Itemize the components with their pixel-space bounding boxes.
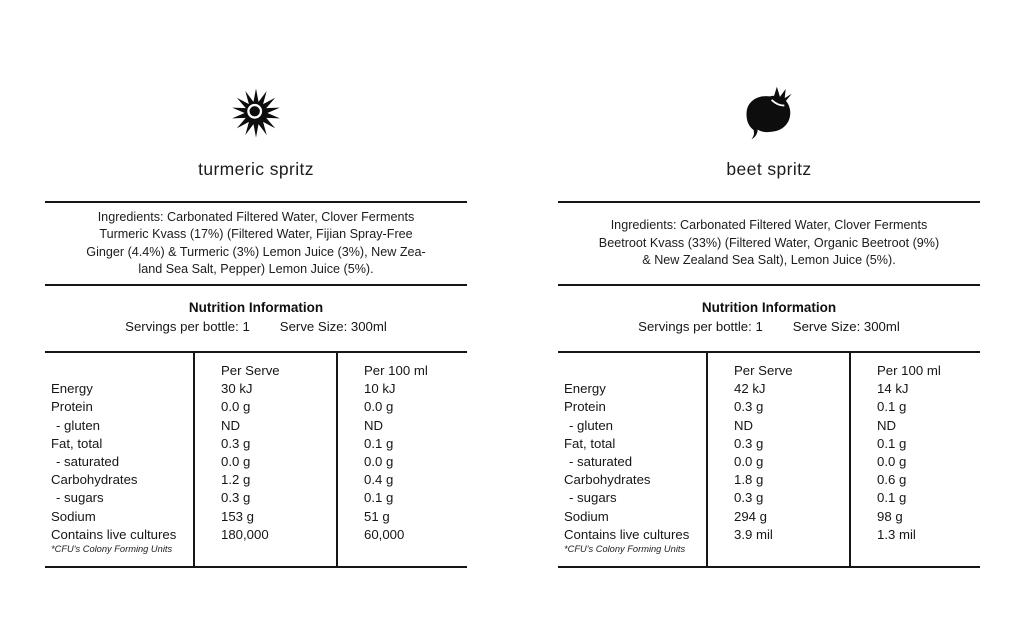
per-100ml-value: 0.1 g (364, 490, 394, 506)
per-100ml-value: ND (877, 417, 897, 433)
per-100ml-value: 98 g (877, 508, 903, 524)
nutrition-table (45, 351, 467, 568)
nutrient-row-label: - sugars (569, 490, 617, 506)
nutrient-row-label: Energy (51, 381, 93, 397)
per-serve-column-header: Per Serve (734, 363, 793, 378)
nutrient-row-label: - saturated (569, 453, 633, 469)
per-100ml-value: 0.1 g (877, 490, 907, 506)
per-serve-value: 0.3 g (734, 490, 764, 506)
nutrient-row-label: - saturated (56, 453, 120, 469)
per-100ml-column (336, 353, 467, 566)
per-100ml-value: 0.1 g (364, 435, 394, 451)
per-100ml-value: 14 kJ (877, 381, 909, 397)
per-100ml-value: 0.0 g (364, 453, 394, 469)
ingredients-text: Ingredients: Carbonated Filtered Water, Clover Ferments Beetroot Kvass (33%) (Filtered Water, Organic Beetroot (9%) & New Zealand Sea Salt), Lemon Juice (5%). (598, 218, 940, 268)
beet-icon (741, 85, 797, 141)
per-100ml-column-header: Per 100 ml (877, 363, 941, 378)
nutrient-name-column (558, 353, 706, 566)
nutrition-information-header (558, 299, 980, 336)
nutrient-row-label: Protein (51, 399, 93, 415)
per-100ml-value: ND (364, 417, 384, 433)
per-100ml-value: 1.3 mil (877, 526, 916, 542)
product-title: beet spritz (726, 159, 812, 179)
per-100ml-value: 0.4 g (364, 472, 394, 488)
nutrient-row-label: Contains live cultures (564, 526, 690, 542)
cfu-footnote: *CFU's Colony Forming Units (564, 543, 686, 554)
per-100ml-value: 51 g (364, 508, 390, 524)
per-100ml-value: 0.6 g (877, 472, 907, 488)
product-icon-row (45, 85, 467, 141)
per-serve-value: 1.8 g (734, 472, 764, 488)
cfu-footnote: *CFU's Colony Forming Units (51, 543, 173, 554)
per-serve-value: 294 g (734, 508, 768, 524)
nutrition-table (558, 351, 980, 568)
nutrient-name-column (45, 353, 193, 566)
nutrient-row-label: Carbohydrates (564, 472, 651, 488)
label-turmeric-spritz (45, 0, 467, 568)
column-header-blank (564, 362, 706, 380)
nutrient-row-label: Energy (564, 381, 606, 397)
per-serve-value: 0.0 g (221, 453, 251, 469)
per-serve-value: 0.3 g (221, 490, 251, 506)
per-serve-value: 0.3 g (734, 399, 764, 415)
per-100ml-value: 0.1 g (877, 435, 907, 451)
per-100ml-value: 10 kJ (364, 381, 396, 397)
per-100ml-value: 0.1 g (877, 399, 907, 415)
servings-row (558, 318, 980, 336)
servings-per-bottle: Servings per bottle: 1 (638, 319, 763, 334)
nutrient-row-label: Sodium (564, 508, 609, 524)
product-icon-row (558, 85, 980, 141)
per-serve-column-header: Per Serve (221, 363, 280, 378)
turmeric-flower-icon (228, 85, 284, 141)
per-100ml-column-header: Per 100 ml (364, 363, 428, 378)
product-title: turmeric spritz (198, 159, 314, 179)
nutrient-row-label: - gluten (56, 417, 100, 433)
ingredients-text: Ingredients: Carbonated Filtered Water, Clover Ferments Turmeric Kvass (17%) (Filtered Water, Fijian Spray-Free Ginger (4.4%) & Turmeric (3%) Lemon Juice (3%), New Zea- land Sea Salt, Pepper) Lemon Juice (5%). (86, 209, 426, 276)
servings-row (45, 318, 467, 336)
nutrition-information-title: Nutrition Information (188, 300, 324, 315)
label-beet-spritz (558, 0, 980, 568)
ingredients-section (558, 201, 980, 286)
nutrient-row-label: Contains live cultures (51, 526, 177, 542)
per-serve-value: 42 kJ (734, 381, 766, 397)
per-serve-value: 0.0 g (734, 453, 764, 469)
nutrient-row-label: Carbohydrates (51, 472, 138, 488)
servings-per-bottle: Servings per bottle: 1 (125, 319, 250, 334)
nutrition-information-header (45, 299, 467, 336)
nutrition-information-title: Nutrition Information (701, 300, 837, 315)
per-serve-value: 3.9 mil (734, 526, 773, 542)
serve-size: Serve Size: 300ml (279, 319, 387, 334)
nutrient-row-label: - gluten (569, 417, 613, 433)
nutrient-row-label: Sodium (51, 508, 96, 524)
nutrient-row-label: Fat, total (51, 435, 103, 451)
per-100ml-value: 60,000 (364, 526, 405, 542)
ingredients-section (45, 201, 467, 286)
per-serve-column (706, 353, 849, 566)
per-serve-column (193, 353, 336, 566)
per-serve-value: ND (221, 417, 241, 433)
nutrient-row-label: - sugars (56, 490, 104, 506)
per-100ml-value: 0.0 g (364, 399, 394, 415)
nutrient-row-label: Protein (564, 399, 606, 415)
per-100ml-column (849, 353, 980, 566)
column-header-blank (51, 362, 193, 380)
nutrient-row-label: Fat, total (564, 435, 616, 451)
per-serve-value: 30 kJ (221, 381, 253, 397)
per-serve-value: 153 g (221, 508, 255, 524)
per-serve-value: 180,000 (221, 526, 269, 542)
per-serve-value: 0.3 g (734, 435, 764, 451)
per-serve-value: ND (734, 417, 754, 433)
serve-size: Serve Size: 300ml (792, 319, 900, 334)
per-serve-value: 1.2 g (221, 472, 251, 488)
per-serve-value: 0.3 g (221, 435, 251, 451)
per-100ml-value: 0.0 g (877, 453, 907, 469)
per-serve-value: 0.0 g (221, 399, 251, 415)
